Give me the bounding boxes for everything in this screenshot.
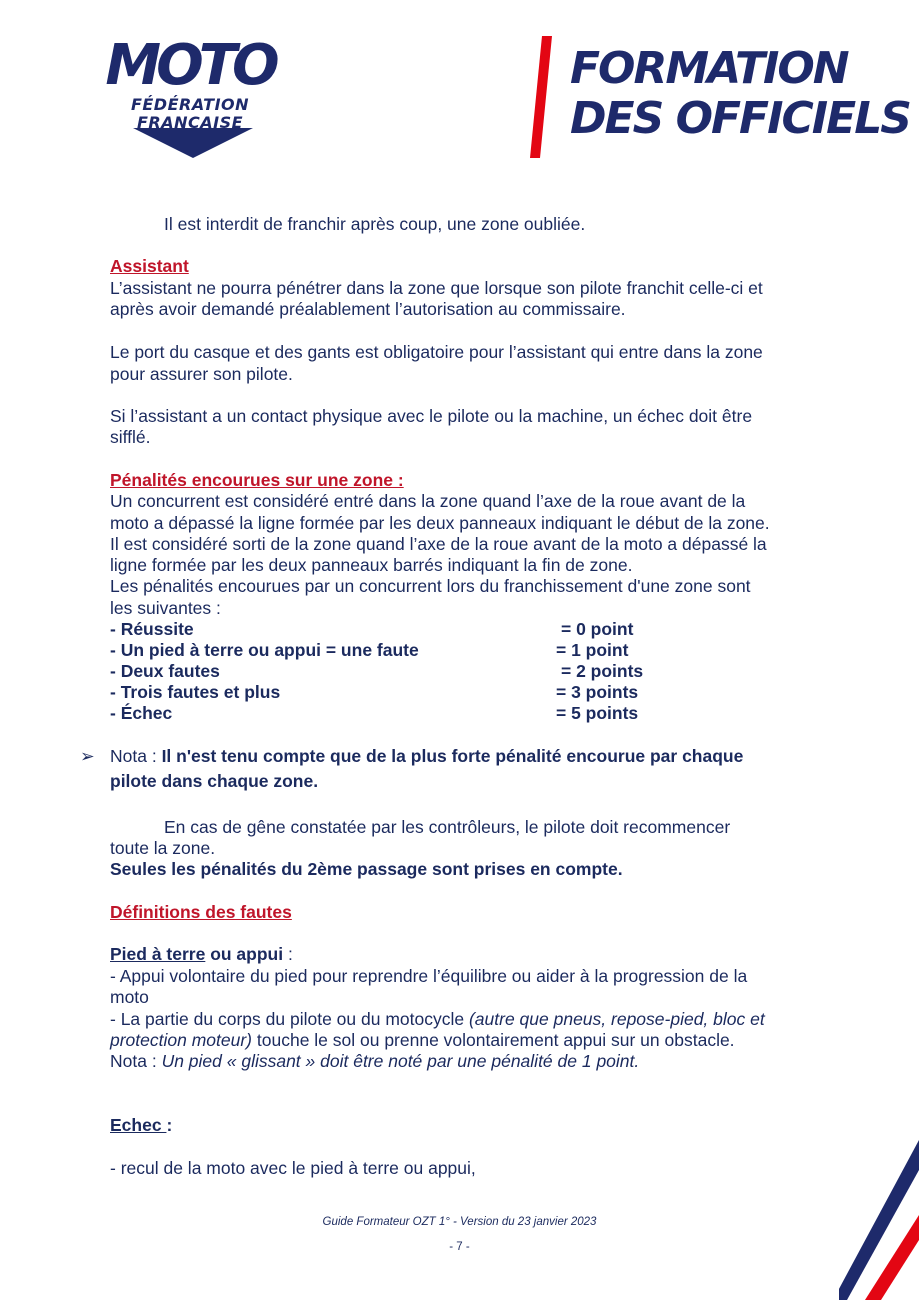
gene-line2: toute la zone. — [110, 838, 216, 858]
penalty-row — [110, 682, 670, 703]
assistant-p3-line1: Si l’assistant a un contact physique avec le pilote ou la machine, un échec doit être — [110, 406, 753, 426]
echec-line1: - recul de la moto avec le pied à terre ou appui, — [110, 1158, 476, 1178]
definitions-nota-text: Un pied « glissant » doit être noté par une pénalité de 1 point. — [161, 1051, 640, 1071]
assistant-p1-line2: après avoir demandé préalablement l’autorisation au commissaire. — [110, 299, 626, 319]
penalty-row — [110, 640, 670, 661]
definitions-line2: moto — [110, 987, 149, 1007]
penalty-label: - Un pied à terre ou appui = une faute — [110, 640, 419, 660]
penalty-value: = 1 point — [556, 640, 629, 660]
penalty-row — [110, 619, 670, 640]
assistant-p2-line1: Le port du casque et des gants est obligatoire pour l’assistant qui entre dans la zone — [110, 342, 763, 362]
gene-line1: En cas de gêne constatée par les contrôleurs, le pilote doit recommencer — [164, 817, 731, 837]
logo-federation: FÉDÉRATION — [130, 95, 250, 114]
penalty-value: = 2 points — [561, 661, 644, 681]
corner-stripes-decoration — [839, 1140, 919, 1300]
penalty-row — [110, 661, 670, 682]
definitions-line1: - Appui volontaire du pied pour reprendre l’équilibre ou aider à la progression de la — [110, 966, 748, 986]
definitions-line3-b: (autre que pneus, repose-pied, bloc et — [468, 1009, 765, 1029]
logo-shield-bottom — [133, 128, 253, 160]
assistant-p3-line2: sifflé. — [110, 427, 151, 447]
penalty-label: - Deux fautes — [110, 661, 220, 681]
echec-heading-underlined: Echec — [110, 1115, 167, 1135]
penalites-line3: Il est considéré sorti de la zone quand l’axe de la roue avant de la moto a dépassé la — [110, 534, 767, 554]
definitions-line3 — [110, 1009, 765, 1031]
penalites-line6: les suivantes : — [110, 598, 221, 618]
penalty-value: = 5 points — [556, 703, 639, 723]
pied-heading-underlined: Pied à terre — [110, 944, 206, 964]
ffm-logo — [105, 34, 275, 159]
footer-text: Guide Formateur OZT 1° - Version du 23 janvier 2023 — [322, 1216, 597, 1228]
intro-text: Il est interdit de franchir après coup, une zone oubliée. — [164, 214, 586, 234]
definitions-nota — [110, 1051, 639, 1073]
pied-heading-rest: ou appui — [205, 944, 284, 964]
pied-heading-colon: : — [283, 944, 293, 964]
definitions-line4-a: protection moteur) — [110, 1030, 253, 1050]
penalty-value: = 0 point — [561, 619, 634, 639]
nota-bold-line1: Il n'est tenu compte que de la plus forte pénalité encourue par chaque — [161, 746, 744, 766]
echec-heading-colon: : — [166, 1115, 173, 1135]
logo-moto-word: MOTO — [105, 33, 275, 98]
penalites-heading: Pénalités encourues sur une zone : — [110, 470, 404, 490]
nota-prefix: Nota : — [110, 746, 162, 766]
penalty-row — [110, 703, 670, 724]
penalites-line2: moto a dépassé la ligne formée par les deux panneaux indiquant le début de la zone. — [110, 513, 770, 533]
definitions-nota-prefix: Nota : — [110, 1051, 162, 1071]
formation-logo — [526, 36, 910, 161]
nota-line1 — [110, 746, 743, 768]
penalty-value: = 3 points — [556, 682, 639, 702]
echec-heading — [110, 1115, 172, 1137]
penalites-line5: Les pénalités encourues par un concurrent lors du franchissement d'une zone sont — [110, 576, 751, 596]
page-number: - 7 - — [449, 1241, 470, 1253]
definitions-line4 — [110, 1030, 735, 1052]
logo-formation-line1: FORMATION — [570, 43, 848, 94]
penalty-label: - Trois fautes et plus — [110, 682, 281, 702]
assistant-p2-line2: pour assurer son pilote. — [110, 364, 293, 384]
penalty-label: - Réussite — [110, 619, 194, 639]
logo-formation-line2: DES OFFICIELS — [570, 93, 910, 144]
logo-francaise: FRANÇAISE — [136, 113, 244, 132]
assistant-p1-line1: L’assistant ne pourra pénétrer dans la zone que lorsque son pilote franchit celle-ci et — [110, 278, 763, 298]
assistant-heading: Assistant — [110, 256, 189, 276]
gene-bold: Seules les pénalités du 2ème passage sont prises en compte. — [110, 859, 623, 879]
penalty-label: - Échec — [110, 703, 173, 723]
nota-bold-line2: pilote dans chaque zone. — [110, 771, 319, 791]
penalites-line1: Un concurrent est considéré entré dans la zone quand l’axe de la roue avant de la — [110, 491, 746, 511]
red-slash-icon — [530, 36, 552, 158]
definitions-heading: Définitions des fautes — [110, 902, 292, 922]
pied-heading — [110, 944, 293, 966]
nota-bullet-icon: ➢ — [80, 746, 95, 766]
definitions-line3-a: - La partie du corps du pilote ou du motocycle — [110, 1009, 469, 1029]
penalites-line4: ligne formée par les deux panneaux barrés indiquant la fin de zone. — [110, 555, 633, 575]
definitions-line4-b: touche le sol ou prenne volontairement appui sur un obstacle. — [252, 1030, 735, 1050]
